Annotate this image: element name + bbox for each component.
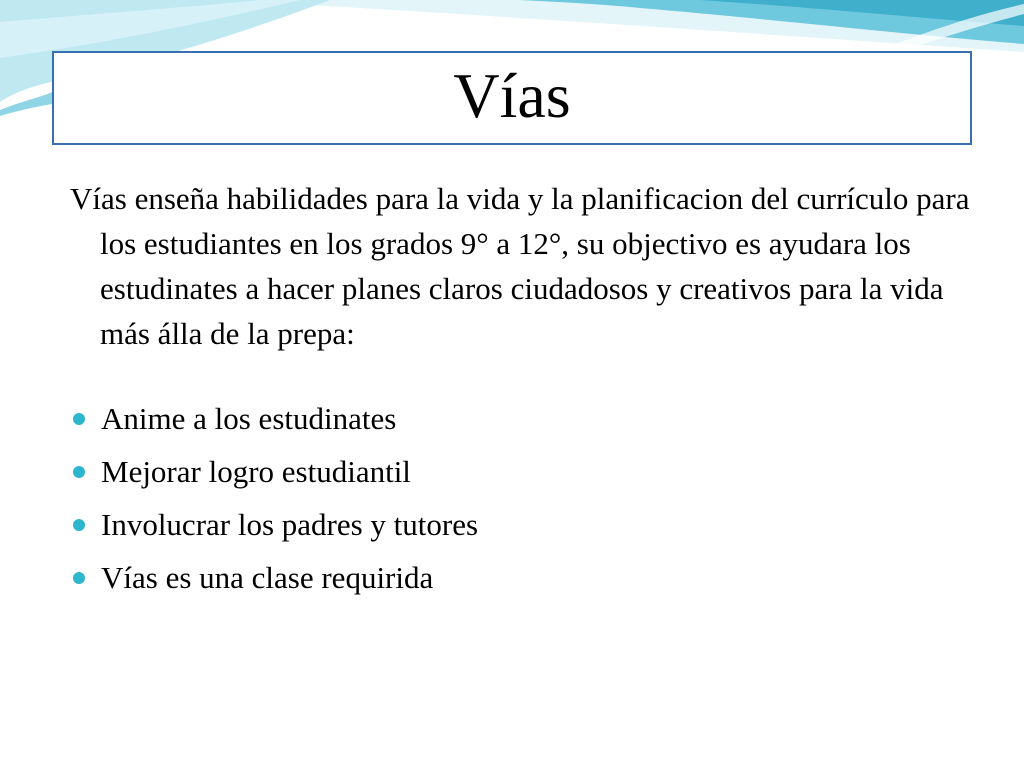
bullet-item: [70, 498, 980, 551]
slide-title: Vías: [453, 60, 571, 131]
bullet-text: Involucrar los padres y tutores: [101, 507, 479, 542]
title-box: [52, 51, 972, 145]
intro-paragraph: Vías enseña habilidades para la vida y la planificacion del currículo para los estudiantes en los grados 9° a 12°, su objectivo es ayudara los estudinates a hacer planes claros ciudadosos y creativos para la vida más álla de la prepa:: [70, 181, 970, 351]
bullet-list: [70, 392, 980, 604]
bullet-item: [70, 445, 980, 498]
bullet-dot-icon: [73, 572, 85, 584]
bullet-text: Vías es una clase requirida: [101, 560, 434, 595]
slide-content: [70, 176, 980, 604]
bullet-item: [70, 392, 980, 445]
bullet-text: Anime a los estudinates: [101, 401, 397, 436]
bullet-dot-icon: [73, 466, 85, 478]
bullet-dot-icon: [73, 519, 85, 531]
bullet-text: Mejorar logro estudiantil: [101, 454, 411, 489]
bullet-item: [70, 551, 980, 604]
bullet-dot-icon: [73, 413, 85, 425]
